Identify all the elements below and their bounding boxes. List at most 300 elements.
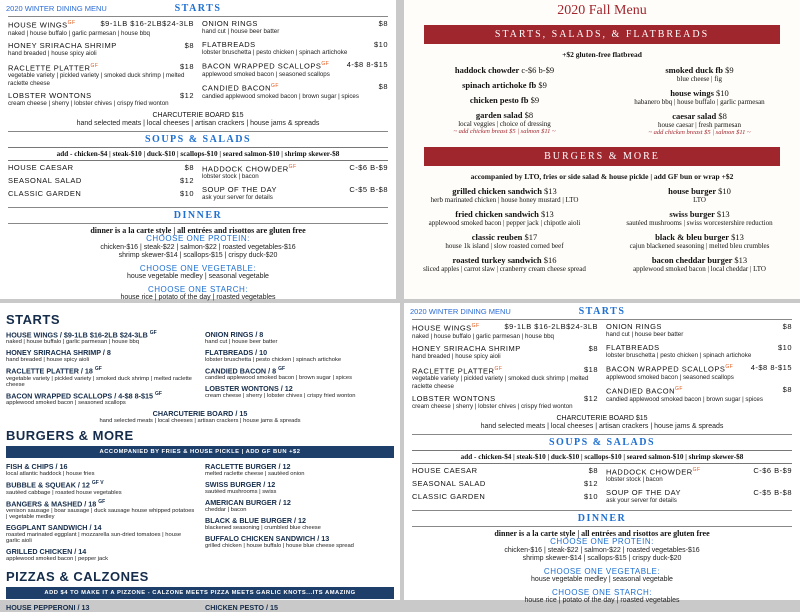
menu-item-header [202, 185, 388, 194]
menu-item-price: c-$6 b-$9 [521, 65, 555, 75]
menu-item-name-wrap [8, 62, 98, 73]
menu-item-name-wrap [6, 523, 195, 532]
menu-item [412, 344, 598, 361]
menu-item-price: 4-$8 8-$15 [346, 60, 388, 69]
menu-item-name-wrap [412, 322, 480, 333]
menu-item [410, 209, 599, 227]
starch-options: house rice | potato of the day | roasted vegetables [524, 597, 680, 604]
divider [8, 131, 388, 132]
menu-item [8, 62, 194, 88]
menu-item-description: roasted marinated eggplant | mozzarella sun-dried tomatoes | house garlic aioli [6, 531, 182, 544]
menu-item [410, 65, 599, 75]
menu-item-name: BUFFALO CHICKEN SANDWICH / 13 [205, 534, 330, 544]
gluten-free-badge: GF [278, 366, 286, 372]
menu-item-header [202, 163, 388, 174]
menu-item-price: $9-1LB $16-2LB$24-3LB [504, 322, 598, 331]
menu-item-header [606, 343, 792, 352]
menu-item-name-wrap [8, 41, 117, 50]
menu-item-name: HOUSE WINGS / $9-1LB $16-2LB $24-3LB [6, 330, 148, 340]
menu-item-price: $10 [777, 342, 792, 352]
menu-item-name-wrap [8, 91, 92, 100]
menu-item-addon: ~ add chicken breast $5 | salmon $11 ~ [648, 129, 751, 136]
protein-options: chicken-$16 | steak-$22 | salmon-$22 | roasted vegetables-$16 [100, 243, 296, 251]
menu-item-price: $9 [725, 65, 734, 75]
menu-item-price: $17 [524, 232, 538, 242]
gluten-free-badge: GF [98, 498, 106, 505]
menu-item-price: $12 [583, 478, 598, 488]
divider [412, 434, 792, 435]
charcuterie-name: CHARCUTERIE BOARD / 15 [152, 409, 248, 419]
menu-item-name: house burger [668, 186, 716, 196]
menu-top-label: 2020 WINTER DINING MENU [410, 307, 511, 316]
menu-item-header [605, 65, 794, 75]
menu-item-description: house caesar | fresh parmesan [657, 121, 742, 129]
menu-item-header [412, 344, 598, 353]
menu-item-description: applewood smoked bacon | seasoned scallops [202, 70, 330, 78]
soups-column-right [606, 466, 792, 509]
dinner-note: dinner is a la carte style | all entrées and risottos are gluten free [90, 226, 306, 235]
gluten-free-icon: GF [692, 466, 701, 473]
dark-column [205, 462, 394, 565]
menu-item-header [410, 95, 599, 105]
menu-item-name: HADDOCK CHOWDER [606, 467, 693, 476]
menu-item-header [8, 19, 194, 30]
menu-item-price: C-$6 B-$9 [349, 162, 388, 172]
menu-item-name: haddock chowder [454, 65, 520, 75]
gluten-free-icon: GF [288, 163, 297, 170]
menu-item-header [410, 232, 599, 242]
menu-item-header [605, 186, 794, 196]
menu-item-name: HOUSE WINGS [412, 323, 472, 333]
menu-item-name-wrap [202, 82, 279, 93]
menu-item-header [410, 110, 599, 120]
menu-item-header [605, 209, 794, 219]
menu-item-header [412, 492, 598, 501]
menu-item-price: $10 [373, 39, 388, 49]
dark-column [205, 330, 394, 409]
menu-item [8, 19, 194, 37]
menu-item [8, 41, 194, 58]
menu-item [605, 186, 794, 204]
menu-item-name: black & bleu burger [655, 232, 729, 242]
menu-item-header [8, 62, 194, 73]
menu-item [6, 391, 195, 406]
menu-item-name: HOUSE CAESAR [412, 465, 478, 475]
menu-item-name: RACLETTE PLATTER [8, 63, 91, 72]
menu-item-name: BUBBLE & SQUEAK / 12 [6, 480, 90, 490]
dark-column [6, 462, 195, 565]
menu-item-price: $10 [583, 491, 598, 501]
gluten-free-badge: GF [149, 330, 157, 336]
menu-item-description: grilled chicken | house buffalo | house blue cheese spread [205, 543, 354, 550]
gluten-free-icon: GF [675, 386, 683, 392]
menu-item-name-wrap [606, 343, 660, 352]
menu-item-price: $16 [543, 255, 557, 265]
menu-item-description: lobster bruschetta | pesto chicken | spinach artichoke [205, 357, 342, 363]
menu-item-description: lobster bruschetta | pesto chicken | spinach artichoke [202, 48, 348, 56]
menu-item-description: house 1k island | slow roasted corned beef [445, 242, 564, 250]
menu-item-name-wrap [202, 163, 297, 174]
menu-item-description: naked | house buffalo | garlic parmesan | house bbq [412, 332, 554, 340]
menu-item-name: HADDOCK CHOWDER [202, 164, 289, 173]
banner-burgers: BURGERS & MORE [424, 147, 780, 166]
menu-item-header [605, 255, 794, 265]
section-title-starts: STARTS [174, 3, 222, 14]
menu-item-price: $8 [378, 19, 388, 28]
menu-item-description: blackened seasoning | crumbled blue cheese [205, 525, 321, 532]
menu-item-price: $12 [583, 394, 598, 403]
menu-item-name: AMERICAN BURGER / 12 [205, 498, 291, 508]
menu-item-name-wrap [6, 499, 195, 508]
menu-item-name-wrap [606, 363, 733, 374]
menu-item [6, 366, 195, 387]
menu-item-price: $13 [731, 232, 744, 242]
soups-columns [8, 163, 388, 206]
gluten-free-badge: GF [154, 390, 162, 397]
dark-columns [6, 462, 394, 565]
charcuterie-description: hand selected meats | local cheeses | artisan crackers | house jams & spreads [99, 418, 301, 425]
menu-item [410, 255, 599, 273]
menu-item-description: sautéed mushrooms | swiss worcestershire reduction [626, 219, 773, 227]
charcuterie-description: hand selected meats | local cheeses | artisan crackers | house jams & spreads [76, 120, 320, 127]
menu-item-description: venison sausage | boar sausage | duck sausage house whipped potatoes | vegetable medley [6, 507, 195, 520]
menu-item-header [606, 466, 792, 477]
menu-item [410, 95, 599, 105]
menu-item [6, 523, 195, 544]
menu-item-name-wrap [205, 348, 394, 357]
menu-item [205, 366, 394, 381]
menu-item-price: $13 [734, 255, 748, 265]
menu-item-description: applewood smoked bacon | local cheddar | LTO [633, 265, 766, 273]
menu-item-name: BACON WRAPPED SCALLOPS [606, 364, 726, 374]
menu-item-price: $12 [179, 91, 194, 100]
menu-item-header [410, 255, 599, 265]
protein-options-2: shrimp skewer-$14 | scallops-$15 | crispy duck-$20 [522, 555, 682, 562]
menu-item-description: naked | house buffalo | garlic parmesan | house bbq [6, 339, 139, 346]
pizza-item: HOUSE PEPPERONI / 13 [6, 602, 90, 612]
starts-columns [412, 322, 792, 415]
menu-item [606, 488, 792, 505]
protein-options: chicken-$16 | steak-$22 | salmon-$22 | roasted vegetables-$16 [504, 546, 700, 554]
gluten-free-icon: GF [321, 61, 330, 67]
divider [412, 526, 792, 527]
menu-item-price: $8 [524, 110, 534, 120]
menu-item-price: $13 [716, 209, 730, 219]
fall-column [605, 186, 794, 278]
starts-column [606, 322, 792, 415]
menu-item-name: GRILLED CHICKEN / 14 [6, 546, 87, 556]
menu-item [605, 209, 794, 227]
divider [8, 207, 388, 208]
menu-item-name: ONION RINGS / 8 [205, 330, 264, 339]
fall-menu-title: 2020 Fall Menu [557, 3, 647, 18]
menu-item-name: roasted turkey sandwich [452, 255, 542, 265]
starts-column [202, 19, 388, 112]
pizza-item: CHICKEN PESTO / 15 [205, 602, 278, 612]
menu-item [412, 365, 598, 391]
menu-item [205, 384, 394, 399]
menu-item-description: vegetable variety | pickled variety | smoked duck shrimp | melted raclette cheese [8, 72, 185, 87]
menu-item-header [8, 176, 194, 185]
menu-item-name: LOBSTER WONTONS [412, 394, 496, 403]
menu-item-name: bacon cheddar burger [651, 255, 733, 265]
winter-menu-panel [0, 0, 396, 299]
menu-item-description: cream cheese | sherry | lobster chives | crispy fried wonton [8, 100, 169, 107]
menu-item-description: blue cheese | fig [676, 75, 723, 83]
menu-item-header [605, 111, 794, 121]
menu-item-name: BLACK & BLUE BURGER / 12 [205, 516, 307, 526]
menu-item [202, 163, 388, 181]
menu-item-name-wrap [606, 466, 701, 477]
menu-item-description: naked | house buffalo | garlic parmesan | house bbq [8, 29, 150, 37]
starch-title: CHOOSE ONE STARCH: [552, 587, 652, 597]
menu-item-name-wrap [205, 516, 394, 525]
menu-item-name: CANDIED BACON [606, 386, 676, 396]
starch-title: CHOOSE ONE STARCH: [148, 284, 248, 294]
menu-item-description: applewood smoked bacon | pepper jack | chipotle aioli [428, 219, 581, 227]
menu-item-header [605, 232, 794, 242]
menu-item-description: cream cheese | sherry | lobster chives | crispy fried wonton [205, 393, 356, 400]
menu-item-price: $9 [530, 95, 540, 105]
menu-item-name: RACLETTE BURGER / 12 [205, 462, 291, 472]
fall-menu-panel [404, 0, 800, 299]
menu-item-name-wrap [205, 498, 394, 507]
menu-item-name-wrap [606, 322, 662, 331]
menu-item-price: $13 [544, 186, 557, 196]
menu-item-header [606, 488, 792, 497]
menu-item-header [412, 322, 598, 333]
pizza-band: ADD $4 TO MAKE IT A PIZZONE - CALZONE MEETS PIZZA MEETS GARLIC KNOTS...ITS AMAZING [6, 587, 394, 599]
menu-item-price: $8 [184, 162, 194, 172]
menu-item-name-wrap [8, 19, 76, 30]
menu-item-description: cheddar | bacon [205, 507, 247, 514]
menu-item-name: CLASSIC GARDEN [8, 188, 82, 198]
menu-item-name: chicken pesto fb [469, 95, 529, 105]
menu-item [6, 547, 195, 562]
menu-item-name: EGGPLANT SANDWICH / 14 [6, 522, 102, 532]
divider [8, 223, 388, 224]
divider [8, 16, 388, 17]
menu-item-price: $8 [718, 111, 727, 121]
menu-item-description: cajun blackened seasoning | melted bleu crumbles [629, 242, 770, 250]
menu-item-description: hand breaded | house spicy aioli [6, 357, 90, 364]
menu-item [6, 330, 195, 345]
vegetable-title: CHOOSE ONE VEGETABLE: [139, 263, 257, 273]
menu-item-header [410, 65, 599, 75]
menu-item-name: SEASONAL SALAD [412, 478, 486, 488]
menu-item-header [202, 82, 388, 93]
menu-item-name: CANDIED BACON [202, 83, 272, 93]
menu-item-name: classic reuben [471, 232, 523, 242]
menu-item-description: local veggies | choice of dressing [458, 120, 551, 128]
menu-item-description: applewood smoked bacon | seasoned scallops [606, 373, 734, 381]
menu-item-description: vegetable variety | pickled variety | smoked duck shrimp | melted raclette cheese [412, 375, 589, 390]
menu-item-price: $8 [782, 385, 792, 394]
menu-item-name: BANGERS & MASHED / 18 [6, 498, 97, 508]
menu-item-header [8, 163, 194, 172]
burgers-note: accompanied by LTO, fries or side salad & house pickle | add GF bun or wrap +$2 [470, 172, 734, 181]
menu-item-name: LOBSTER WONTONS [8, 91, 92, 100]
menu-item-price: $18 [583, 364, 598, 374]
menu-item-name-wrap [6, 391, 195, 400]
menu-item-header [606, 385, 792, 396]
menu-item-description: cream cheese | sherry | lobster chives | crispy fried wonton [412, 403, 573, 410]
fall-column [605, 65, 794, 141]
menu-item-name: HONEY SRIRACHA SHRIMP [412, 344, 521, 353]
menu-item-header [412, 365, 598, 376]
section-title-soups: SOUPS & SALADS [548, 436, 656, 448]
menu-item-name: grilled chicken sandwich [452, 186, 542, 196]
banner-starts: STARTS, SALADS, & FLATBREADS [424, 25, 780, 44]
menu-item-name-wrap [606, 385, 683, 396]
section-title-soups: SOUPS & SALADS [144, 133, 252, 145]
menu-item-description: lobster bruschetta | pesto chicken | spinach artichoke [606, 351, 752, 359]
section-title-dinner: DINNER [577, 513, 627, 524]
menu-item-description: applewood smoked bacon | seasoned scallops [6, 400, 126, 407]
menu-item-header [202, 60, 388, 71]
menu-item-name: ONION RINGS [202, 19, 258, 28]
menu-item [606, 343, 792, 360]
divider [412, 319, 792, 320]
starts-column [412, 322, 598, 415]
menu-item-description: lobster stock | bacon [606, 476, 663, 483]
menu-item [605, 88, 794, 106]
menu-item-name: HOUSE CAESAR [8, 162, 74, 172]
gluten-free-icon: GF [90, 62, 99, 69]
menu-item-name-wrap [6, 547, 195, 556]
menu-item-price: C-$6 B-$9 [753, 465, 792, 475]
menu-item [605, 232, 794, 250]
menu-item-name-wrap [6, 330, 195, 339]
menu-item-name: swiss burger [669, 209, 715, 219]
menu-item-price: $10 [716, 88, 729, 98]
menu-item [6, 480, 195, 495]
menu-item-price: $9 [538, 80, 547, 90]
menu-item-description: herb marinated chicken | house honey mustard | LTO [430, 196, 579, 204]
menu-item-description: sautéed mushrooms | swiss [205, 489, 277, 496]
dark-columns [6, 330, 394, 409]
menu-item-name-wrap [6, 348, 195, 357]
menu-item [202, 60, 388, 78]
addons-bar: add - chicken-$4 | steak-$10 | duck-$10 | scallops-$10 | seared salmon-$10 | shrimp skewer-$8 [412, 450, 792, 464]
section-title-burgers: BURGERS & MORE [6, 428, 134, 444]
menu-item-description: lobster stock | bacon [202, 173, 259, 180]
menu-item-name-wrap [6, 480, 195, 489]
flatbread-note: +$2 gluten-free flatbread [562, 50, 642, 59]
menu-item-name: HONEY SRIRACHA SHRIMP [8, 41, 117, 50]
menu-item-description: habanero bbq | house buffalo | garlic parmesan [634, 98, 765, 106]
menu-item [205, 534, 394, 549]
menu-item-name: ONION RINGS [606, 322, 662, 331]
menu-item-name: FISH & CHIPS / 16 [6, 462, 68, 472]
menu-item-name-wrap [205, 384, 394, 393]
menu-item-name: RACLETTE PLATTER [412, 366, 495, 375]
menu-item-name: LOBSTER WONTONS / 12 [205, 384, 293, 394]
menu-item-name: HOUSE WINGS [8, 20, 68, 30]
menu-item-name: CANDIED BACON / 8 [205, 366, 277, 376]
menu-item-price: $13 [540, 209, 554, 219]
winter-menu-panel-copy [404, 303, 800, 604]
gluten-free-icon: GF [494, 365, 503, 372]
menu-item [410, 186, 599, 204]
menu-item-header [606, 322, 792, 331]
menu-item-price: C-$5 B-$8 [349, 184, 388, 194]
menu-item-header [606, 363, 792, 374]
menu-item-price: $8 [588, 465, 598, 475]
menu-item-addon: ~ add chicken breast $5 | salmon $11 ~ [453, 128, 556, 135]
menu-item-name: FLATBREADS [202, 39, 256, 49]
menu-item-name-wrap [205, 330, 394, 339]
menu-item-description: local atlantic haddock | house fries [6, 471, 95, 478]
menu-item-name: SEASONAL SALAD [8, 175, 82, 185]
menu-item-header [410, 80, 599, 90]
menu-item-name-wrap [202, 185, 277, 194]
menu-item-name-wrap [412, 394, 496, 403]
menu-item-name-wrap [205, 462, 394, 471]
dinner-note: dinner is a la carte style | all entrées and risottos are gluten free [494, 529, 710, 538]
menu-item-header [412, 466, 598, 475]
menu-item-description: vegetable variety | pickled variety | smoked duck shrimp | melted raclette cheese [6, 375, 192, 388]
gluten-free-icon: GF [67, 20, 76, 26]
menu-item-name: smoked duck fb [665, 65, 723, 75]
menu-item-header [410, 186, 599, 196]
menu-item [205, 516, 394, 531]
menu-item-name: SOUP OF THE DAY [606, 487, 682, 497]
menu-item-header [202, 19, 388, 28]
fall-columns [404, 186, 800, 278]
menu-item [6, 499, 195, 520]
menu-item-name: FLATBREADS [606, 342, 660, 352]
gluten-free-badge: GF [94, 366, 102, 373]
menu-item [410, 80, 599, 90]
menu-item-header [605, 88, 794, 98]
menu-item-name: garden salad [475, 110, 523, 120]
pizza-columns [6, 603, 394, 612]
gluten-free-icon: GF [471, 323, 480, 329]
menu-item [205, 462, 394, 477]
menu-item-name-wrap [205, 366, 394, 375]
menu-item-header [412, 394, 598, 403]
menu-item-description: hand cut | house beer batter [606, 331, 684, 338]
vegetable-options: house vegetable medley | seasonal vegetable [127, 273, 269, 280]
menu-item-price: $8 [782, 322, 792, 331]
menu-item [605, 255, 794, 273]
section-title-starts: STARTS [6, 312, 61, 327]
soups-column-left [8, 163, 194, 206]
menu-item-description: sliced apples | carrot slaw | cranberry cream cheese spread [423, 265, 586, 273]
menu-item-description: candied applewood smoked bacon | brown sugar | spices [205, 375, 353, 382]
menu-item [6, 348, 195, 363]
menu-item-name-wrap [412, 344, 521, 353]
menu-item-description: melted raclette cheese | sautéed onion [205, 471, 305, 478]
section-title-dinner: DINNER [173, 210, 223, 221]
menu-item-price: 4-$8 8-$15 [750, 363, 792, 372]
menu-item-description: applewood smoked bacon | pepper jack [6, 555, 109, 562]
menu-item-description: ask your server for details [202, 193, 273, 201]
soups-column-left [412, 466, 598, 509]
section-title-pizza: PIZZAS & CALZONES [6, 568, 149, 584]
menu-item-name: BACON WRAPPED SCALLOPS [202, 61, 322, 71]
gluten-free-badge: GF V [91, 480, 104, 487]
charcuterie-name: CHARCUTERIE BOARD $15 [152, 111, 244, 119]
menu-item-name-wrap [205, 480, 394, 489]
menu-item-description: candied applewood smoked bacon | brown sugar | spices [202, 92, 359, 100]
menu-item-name-wrap [202, 40, 256, 49]
blue-menu-panel [0, 303, 400, 612]
menu-item-price: $10 [179, 188, 194, 198]
menu-item-description: hand cut | house beer batter [205, 339, 278, 345]
menu-item-header [202, 40, 388, 49]
